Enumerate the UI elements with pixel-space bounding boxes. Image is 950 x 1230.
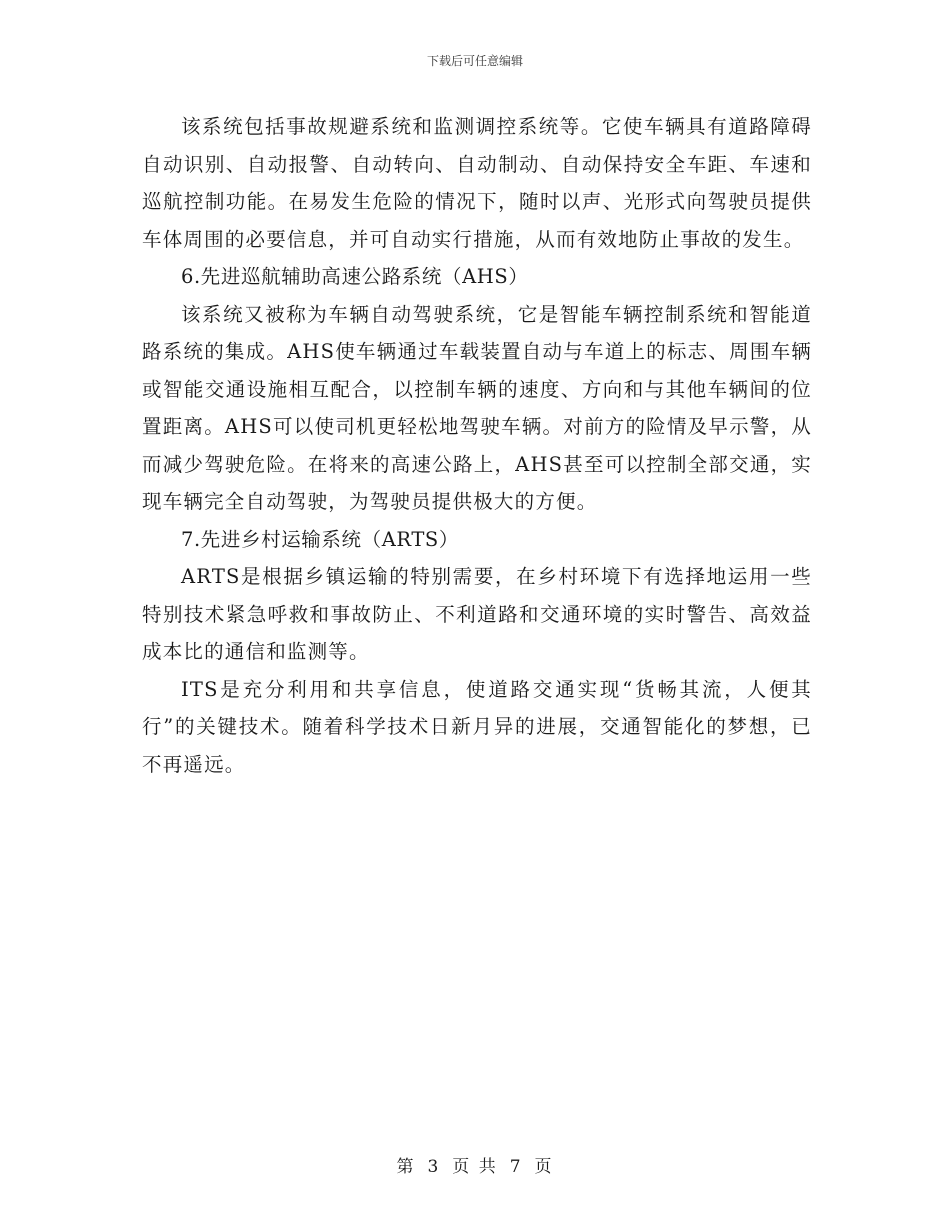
section-heading-arts: 7.先进乡村运输系统（ARTS） (181, 527, 459, 551)
paragraph-accident-avoidance: 该系统包括事故规避系统和监测调控系统等。它使车辆具有道路障碍自动识别、自动报警、自动转向、自动制动、自动保持安全车距、车速和巡航控制功能。在易发生危险的情况下，随时以声、光形式向驾驶员提供车体周围的必要信息，并可自动实行措施，从而有效地防止事故的发生。 (142, 115, 812, 251)
paragraph-its-conclusion: ITS是充分利用和共享信息，使道路交通实现“货畅其流，人便其行”的关键技术。随着科学技术日新月异的进展，交通智能化的梦想，已不再遥远。 (142, 677, 812, 776)
footer-total-pages: 7 (509, 1157, 523, 1177)
paragraph-arts: ARTS是根据乡镇运输的特别需要，在乡村环境下有选择地运用一些特别技术紧急呼救和事故防止、不利道路和交通环境的实时警告、高效益成本比的通信和监测等。 (142, 565, 812, 663)
footer-suffix: 页 (534, 1157, 554, 1177)
footer-middle: 页 共 (452, 1157, 498, 1177)
page-footer (0, 1152, 950, 1177)
footer-prefix: 第 (396, 1157, 416, 1177)
document-body (142, 108, 812, 783)
paragraph-ahs: 该系统又被称为车辆自动驾驶系统，它是智能车辆控制系统和智能道路系统的集成。AHS使车辆通过车载装置自动与车道上的标志、周围车辆或智能交通设施相互配合，以控制车辆的速度、方向和与其他车辆间的位置距离。AHS可以使司机更轻松地驾驶车辆。对前方的险情及早示警，从而减少驾驶危险。在将来的高速公路上，AHS甚至可以控制全部交通，实现车辆完全自动驾驶，为驾驶员提供极大的方便。 (142, 302, 812, 513)
footer-current-page: 3 (427, 1157, 441, 1177)
page-header: 下载后可任意编辑 (426, 54, 523, 68)
section-heading-ahs: 6.先进巡航辅助高速公路系统（AHS） (181, 265, 529, 288)
